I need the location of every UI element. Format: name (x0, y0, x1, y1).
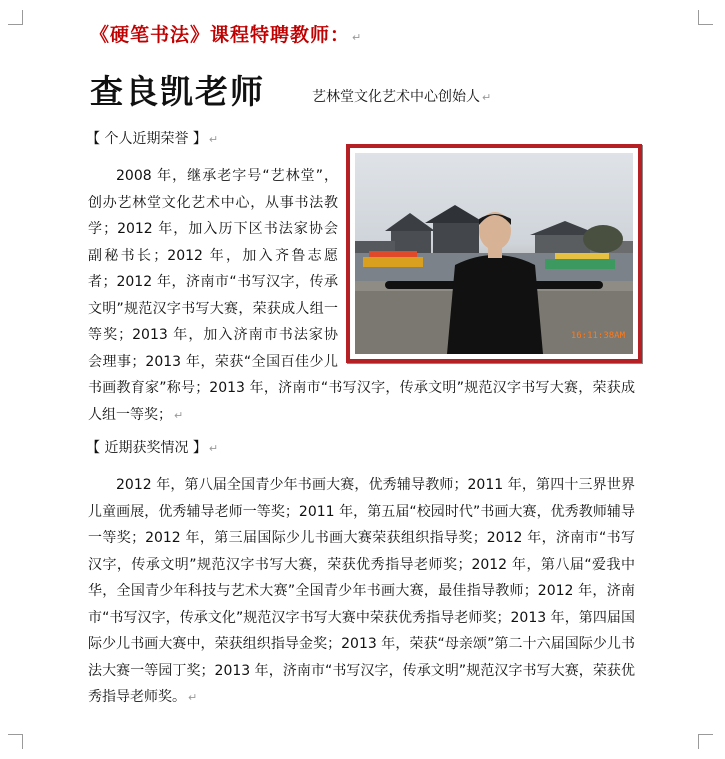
page-corner-mark (8, 10, 23, 25)
teacher-photo-frame (346, 144, 642, 363)
section-heading-awards (86, 437, 218, 457)
page-corner-mark (698, 10, 713, 25)
page-corner-mark (8, 734, 23, 749)
paragraph-mark-icon: ↵ (482, 91, 492, 104)
course-title-text: 《硬笔书法》课程特聘教师： (90, 24, 351, 46)
page-corner-mark (698, 734, 713, 749)
section-heading-text: 【 个人近期荣誉 】 (86, 131, 207, 147)
teacher-role-text: 艺林堂文化艺术中心创始人 (312, 89, 480, 105)
paragraph-mark-icon: ↵ (352, 31, 363, 44)
awards-text: 2012 年，第八届全国青少年书画大赛，优秀辅导教师；2011 年，第四十三界世界儿童画展，优秀辅导老师一等奖；2011 年，第五届“校园时代”书画大赛，优秀教师辅导一等奖；2012 年，第三届国际少儿书画大赛荣获组织指导奖；2012 年，济南市“书写汉字，传承文明”规范汉字书写大赛，荣获优秀指导老师奖；2012 年，第八届“爱我中华，全国青少年科技与艺术大赛”全国青少年书画大赛，最佳指导教师；2012 年，济南市“书写汉字，传承文化”规范汉字书写大赛中荣获优秀指导老师奖；2013 年，第四届国际少儿书画大赛中，荣获组织指导金奖；2013 年，荣获“母亲颂”第二十六届国际少儿书法大赛一等园丁奖；2013 年，济南市“书写汉字，传承文明”规范汉字书写大赛，荣获优秀指导老师奖。 (88, 477, 635, 705)
honors-paragraph (88, 163, 635, 429)
teacher-photo (355, 153, 633, 354)
paragraph-mark-icon: ↵ (208, 133, 219, 146)
course-title (90, 20, 362, 47)
photo-timestamp: 16:11:38AM (570, 330, 625, 341)
paragraph-mark-icon: ↵ (188, 691, 198, 704)
awards-paragraph (88, 472, 635, 712)
teacher-role (312, 86, 491, 106)
section-heading-honors (86, 128, 218, 148)
paragraph-mark-icon: ↵ (208, 442, 219, 455)
section-heading-text: 【 近期获奖情况 】 (86, 440, 207, 456)
honors-text: 2008 年，继承老字号“艺林堂”，创办艺林堂文化艺术中心，从事书法教学；2012 年，加入历下区书法家协会副秘书长；2012 年，加入齐鲁志愿者；2012 年，济南市“书写汉字，传承文明”规范汉字书写大赛，荣获成人组一等奖；2013 年，加入济南市书法家协会理事；2013 年，荣获“全国百佳少儿书画教育家”称号；2013 年，济南市“书写汉字，传承文明”规范汉字书写大赛，荣获成人组一等奖； (88, 168, 635, 423)
paragraph-mark-icon: ↵ (174, 408, 184, 422)
teacher-name: 查良凯老师 (90, 72, 265, 111)
